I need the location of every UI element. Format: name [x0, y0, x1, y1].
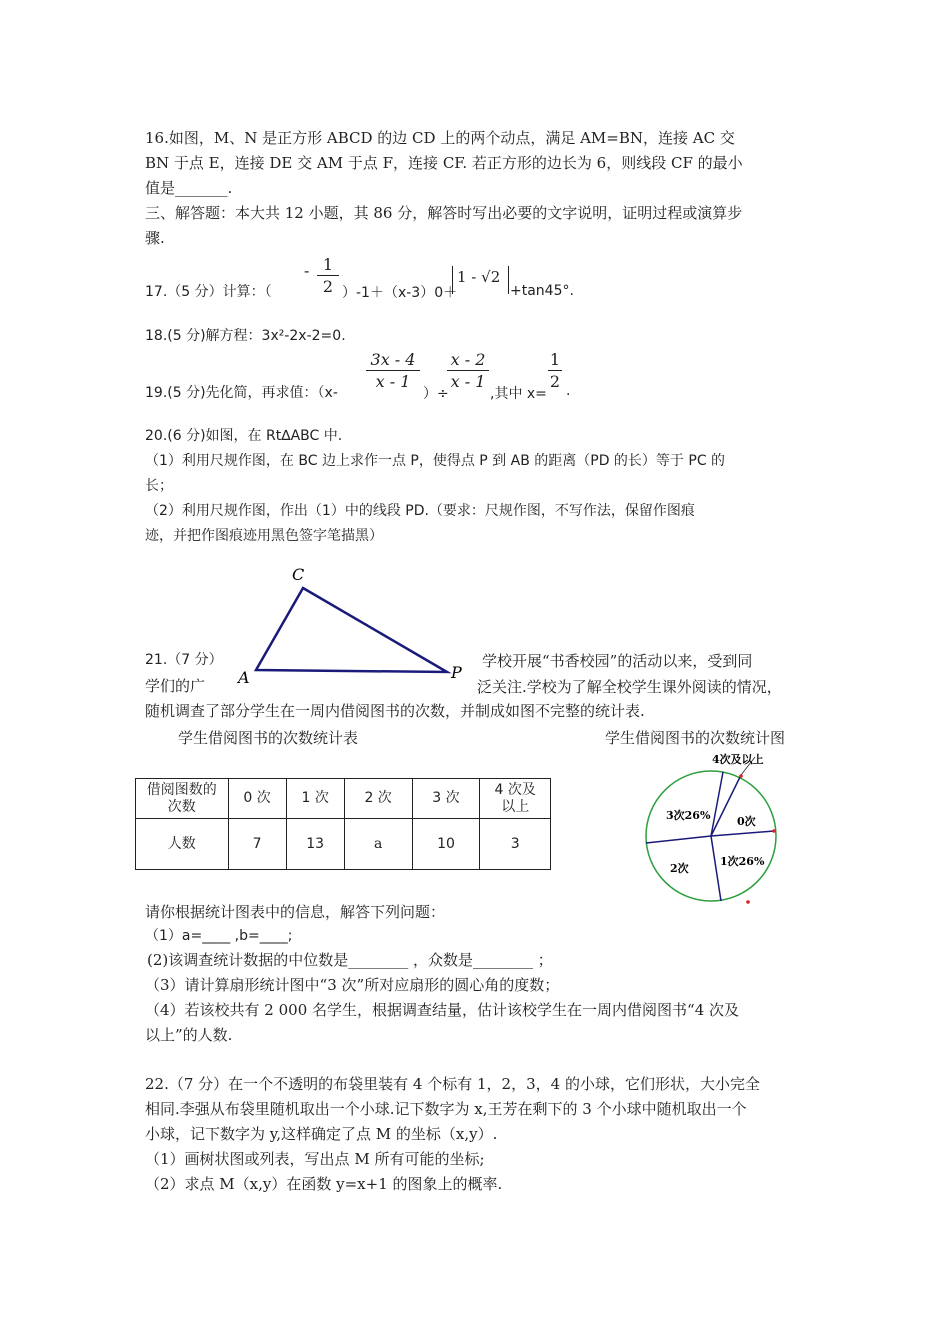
q20-line-3: 长；: [145, 478, 173, 494]
q19-prefix: 19.(5 分)先化简，再求值：（x-: [145, 385, 338, 401]
q19-fraction-1-numerator: 3x - 4: [370, 350, 416, 369]
q19-fraction-1: [366, 350, 420, 391]
q21-line-1-left: 21.（7 分）: [145, 652, 223, 668]
q20-line-5: 迹，并把作图痕迹用黑色签字笔描黑）: [145, 528, 383, 544]
table-header-4: 4 次及以上: [480, 779, 551, 819]
pie-chart-title: 学生借阅图书的次数统计图: [605, 729, 786, 747]
q22-line-5: （2）求点 M（x,y）在函数 y=x+1 的图象上的概率.: [145, 1175, 503, 1193]
section3-line-2: 骤.: [145, 229, 165, 247]
q19-fraction-3-denominator: 2: [549, 372, 561, 391]
table-row-label: 人数: [136, 819, 229, 870]
pie-label-1: 1次26%: [720, 855, 765, 868]
q19-fraction-2-denominator: x - 1: [450, 372, 486, 391]
pie-marker-2: [772, 829, 776, 833]
q17-fraction-denominator: 2: [322, 277, 334, 296]
q22-line-3: 小球，记下数字为 y,这样确定了点 M 的坐标（x,y）.: [145, 1125, 498, 1143]
q19-condition: ,其中 x=: [490, 386, 547, 402]
q21-sub-1: （1）a=____ ,b=____;: [145, 928, 293, 944]
q19-fraction-2: [447, 350, 489, 391]
q18-text: 18.(5 分)解方程：3x²-2x-2=0.: [145, 328, 346, 344]
table-header-first: 借阅图数的次数: [136, 779, 229, 819]
q19-fraction-3: [548, 350, 562, 391]
table-header-0: 0 次: [228, 779, 286, 819]
q20-line-2: （1）利用尺规作图，在 BC 边上求作一点 P，使得点 P 到 AB 的距离（PD 的长）等于 PC 的: [145, 453, 726, 469]
table-value-1: 13: [286, 819, 344, 870]
q19-fraction-2-numerator: x - 2: [450, 350, 486, 369]
q19-end: .: [566, 383, 571, 399]
table-title: 学生借阅图书的次数统计表: [178, 729, 359, 747]
q21-intro: 请你根据统计图表中的信息，解答下列问题：: [145, 903, 446, 921]
pie-label-0: 0次: [737, 815, 756, 828]
q16-line-1: 16.如图，M、N 是正方形 ABCD 的边 CD 上的两个动点，满足 AM=BN，连接 AC 交: [145, 129, 735, 147]
q20-line-1: 20.(6 分)如图，在 Rt∆ABC 中.: [145, 428, 343, 444]
q21-sub-3: （3）请计算扇形统计图中“3 次”所对应扇形的圆心角的度数；: [145, 976, 560, 994]
q21-sub-4-line-2: 以上”的人数.: [145, 1026, 233, 1044]
triangle-abc-shape: [256, 588, 447, 672]
pie-label-2: 2次: [670, 862, 689, 875]
table-value-4: 3: [480, 819, 551, 870]
q19-fraction-3-numerator: 1: [549, 350, 561, 369]
table-header-3: 3 次: [412, 779, 480, 819]
table-data-row: [136, 819, 551, 870]
q19-fraction-1-denominator: x - 1: [375, 372, 411, 391]
pie-divider-2: [711, 772, 723, 836]
q17-part-1: ）-1＋（x-3）0＋: [342, 285, 458, 301]
q21-line-3: 随机调查了部分学生在一周内借阅图书的次数，并制成如图不完整的统计表.: [145, 702, 645, 720]
q17-fraction-numerator: 1: [322, 255, 334, 274]
pie-divider-3: [646, 836, 711, 843]
q17-absolute-content: 1 - √2: [457, 268, 501, 286]
q22-line-2: 相同.李强从布袋里随机取出一个小球.记下数字为 x,王芳在剩下的 3 个小球中随机取出一个: [145, 1100, 747, 1118]
q22-line-1: 22.（7 分）在一个不透明的布袋里装有 4 个标有 1，2，3，4 的小球，它们形状，大小完全: [145, 1075, 760, 1093]
q17-fraction-sign: -: [304, 261, 310, 280]
q20-line-4: （2）利用尺规作图，作出（1）中的线段 PD.（要求：尺规作图，不写作法，保留作图痕: [145, 503, 695, 519]
q21-line-2-left: 学们的广: [145, 677, 206, 695]
pie-marker-1: [739, 774, 743, 778]
q21-line-1-right: 学校开展“书香校园”的活动以来，受到同: [482, 652, 753, 670]
table-header-1: 1 次: [286, 779, 344, 819]
pie-chart: [630, 745, 830, 920]
table-value-2: a: [344, 819, 412, 870]
pie-marker-3: [746, 900, 750, 904]
table-header-2: 2 次: [344, 779, 412, 819]
triangle-label-a: A: [238, 668, 250, 687]
triangle-label-c: C: [292, 565, 305, 584]
table-header-row: [136, 779, 551, 819]
q16-line-2: BN 于点 E，连接 DE 交 AM 于点 F，连接 CF. 若正方形的边长为 6，则线段 CF 的最小: [145, 154, 743, 172]
q17-fraction: [305, 255, 339, 296]
pie-divider-5: [711, 836, 721, 901]
q16-line-3: 值是_______.: [145, 179, 233, 197]
q17-absolute-value: [452, 266, 509, 294]
q21-line-2-right: 泛关注.学校为了解全校学生课外阅读的情况，: [477, 678, 782, 696]
q17-prefix: 17.（5 分）计算：（: [145, 284, 272, 300]
pie-divider-4: [711, 831, 774, 836]
q19-middle: ）÷: [423, 386, 449, 402]
triangle-figure: [230, 560, 480, 690]
borrow-statistics-table: [135, 778, 551, 870]
section3-line-1: 三、解答题：本大共 12 小题，其 86 分，解答时写出必要的文字说明，证明过程或演算步: [145, 204, 743, 222]
pie-label-3: 3次26%: [666, 809, 711, 822]
q17-suffix: +tan45°.: [510, 283, 574, 299]
triangle-label-p: P: [451, 663, 462, 682]
q21-sub-4-line-1: （4）若该校共有 2 000 名学生，根据调查结量，估计该校学生在一周内借阅图书“4 次及: [145, 1001, 740, 1019]
table-value-0: 7: [228, 819, 286, 870]
q22-line-4: （1）画树状图或列表，写出点 M 所有可能的坐标;: [145, 1150, 485, 1168]
pie-label-4-or-more: 4次及以上: [712, 753, 764, 766]
table-value-3: 10: [412, 819, 480, 870]
q21-sub-2: (2)该调查统计数据的中位数是________ ，众数是________ ；: [147, 951, 553, 969]
